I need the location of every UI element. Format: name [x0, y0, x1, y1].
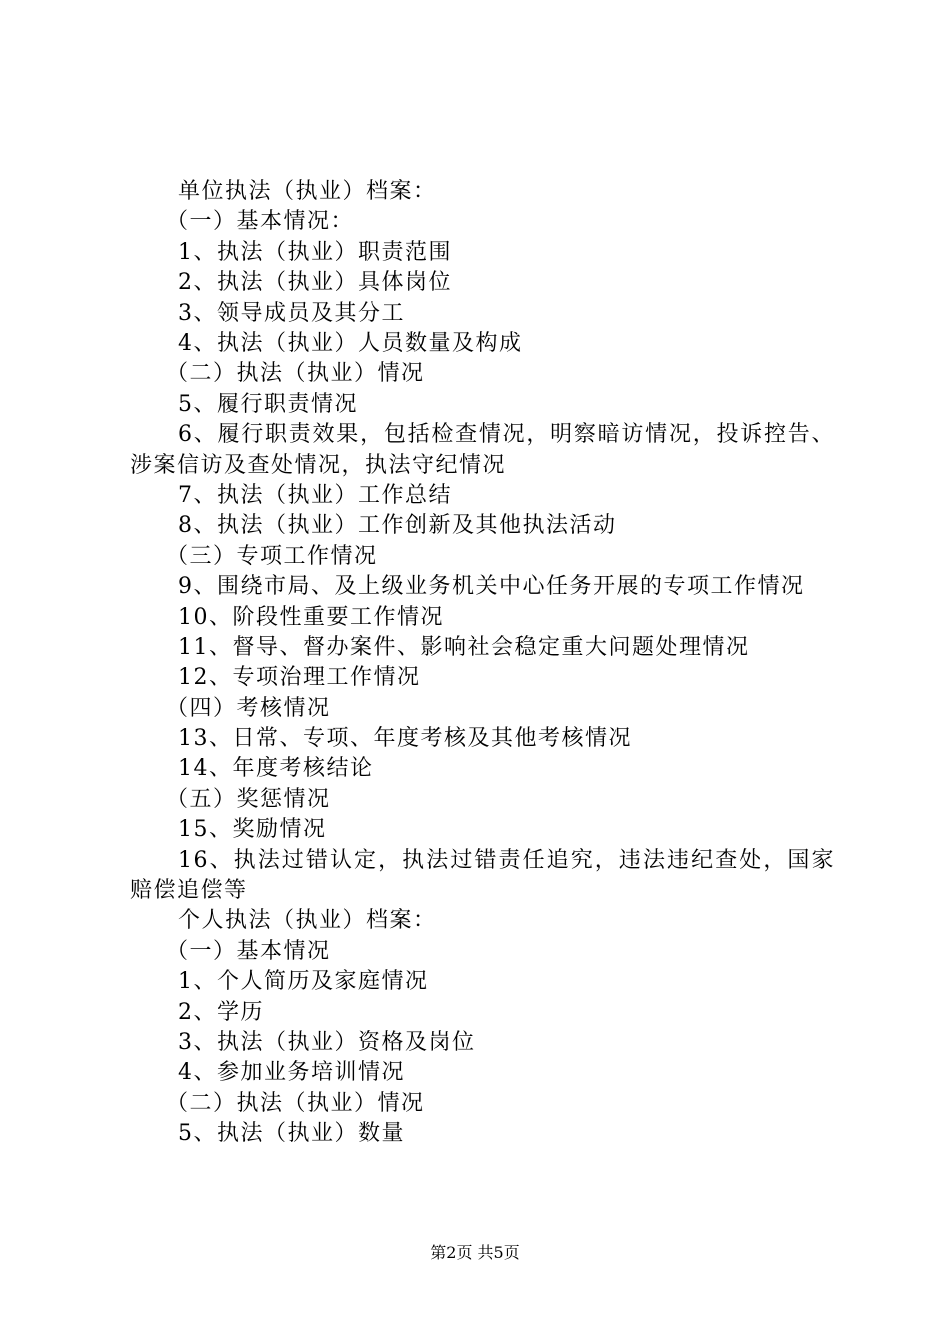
- list-item: 5、履行职责情况: [178, 391, 358, 417]
- list-item: 14、年度考核结论: [178, 756, 374, 782]
- subsection-heading: （二）执法（执业）情况: [166, 1090, 425, 1116]
- list-item: 1、个人简历及家庭情况: [178, 969, 429, 995]
- list-item: 7、执法（执业）工作总结: [178, 482, 452, 508]
- list-item: 8、执法（执业）工作创新及其他执法活动: [178, 513, 617, 539]
- list-item: 4、参加业务培训情况: [178, 1060, 405, 1086]
- list-item: 5、执法（执业）数量: [178, 1121, 405, 1147]
- list-item: 3、领导成员及其分工: [178, 300, 405, 326]
- list-item: 9、围绕市局、及上级业务机关中心任务开展的专项工作情况: [178, 574, 805, 600]
- list-item: 15、奖励情况: [178, 817, 327, 843]
- list-item: 16、执法过错认定，执法过错责任追究，违法违纪查处，国家赔偿追偿等: [130, 847, 835, 904]
- list-item: 3、执法（执业）资格及岗位: [178, 1030, 476, 1056]
- list-item: 6、履行职责效果，包括检查情况，明察暗访情况，投诉控告、涉案信访及查处情况，执法守纪情况: [130, 422, 835, 478]
- list-item: 2、执法（执业）具体岗位: [178, 270, 452, 296]
- subsection-heading: （二）执法（执业）情况: [166, 361, 425, 387]
- subsection-heading: （一）基本情况: [166, 938, 331, 964]
- list-item: 13、日常、专项、年度考核及其他考核情况: [178, 726, 632, 752]
- subsection-heading: （三）专项工作情况: [166, 543, 378, 569]
- list-item: 1、执法（执业）职责范围: [178, 239, 452, 265]
- subsection-heading: （四）考核情况: [166, 695, 331, 721]
- page-number-footer: 第2页 共5页: [430, 1243, 520, 1262]
- section-title-unit-archive: 单位执法（执业）档案：: [178, 179, 437, 204]
- list-item: 4、执法（执业）人员数量及构成: [178, 330, 523, 356]
- subsection-heading: （一）基本情况：: [166, 209, 355, 235]
- list-item: 12、专项治理工作情况: [178, 665, 421, 691]
- subsection-heading: （五）奖惩情况: [166, 786, 331, 812]
- document-body: [130, 177, 835, 1150]
- list-item: 10、阶段性重要工作情况: [178, 604, 444, 630]
- section-title-personal-archive: 个人执法（执业）档案：: [178, 908, 437, 934]
- list-item: 11、督导、督办案件、影响社会稳定重大问题处理情况: [178, 634, 750, 660]
- list-item: 2、学历: [178, 999, 264, 1025]
